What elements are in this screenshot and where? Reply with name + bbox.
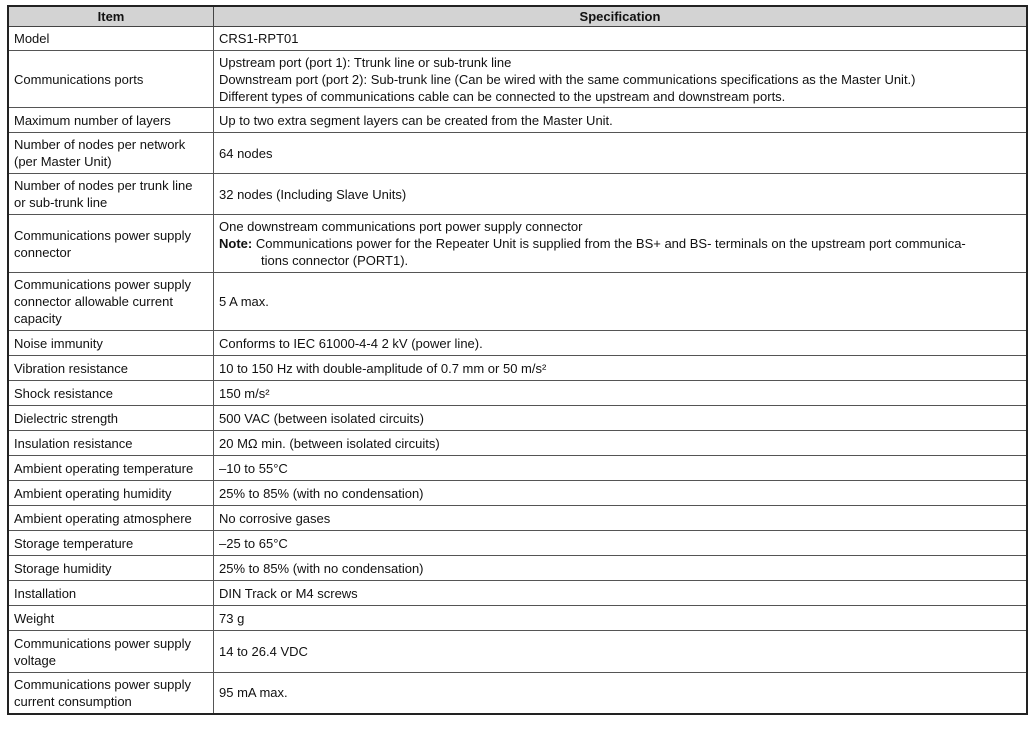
spec-cell [214,174,1028,215]
spec-cell [214,581,1028,606]
item-cell [8,356,214,381]
specification-column-header: Specification [214,6,1028,27]
item-label: Ambient operating humidity [14,485,172,501]
spec-cell [214,381,1028,406]
table-row [8,27,1027,51]
item-cell [8,215,214,273]
specification-table [7,5,1028,715]
spec-text: One downstream communications port power supply connector [219,219,583,234]
spec-text: 150 m/s² [219,385,270,401]
item-label: Storage temperature [14,535,134,551]
item-cell [8,174,214,215]
spec-text: 10 to 150 Hz with double-amplitude of 0.7 mm or 50 m/s² [219,360,547,376]
item-cell [8,27,214,51]
spec-text: 95 mA max. [219,685,288,701]
item-label: Number of nodes per trunk line [14,178,193,193]
spec-text: 25% to 85% (with no condensation) [219,560,424,576]
item-cell [8,506,214,531]
spec-cell [214,108,1028,133]
spec-cell [214,51,1028,108]
item-cell [8,631,214,673]
spec-cell [214,506,1028,531]
item-cell [8,108,214,133]
spec-cell [214,273,1028,331]
item-cell [8,606,214,631]
spec-cell [214,606,1028,631]
item-label: Shock resistance [14,385,113,401]
spec-text: CRS1-RPT01 [219,31,299,46]
table-row [8,431,1027,456]
item-label: or sub-trunk line [14,195,108,210]
item-label: Number of nodes per network [14,137,186,152]
spec-cell [214,215,1028,273]
item-cell [8,673,214,714]
item-label: Dielectric strength [14,410,119,426]
spec-text: 14 to 26.4 VDC [219,644,308,659]
item-label: Communications power supply [14,227,192,243]
item-cell [8,556,214,581]
item-label: Storage humidity [14,560,112,576]
item-label: voltage [14,652,56,668]
spec-cell [214,673,1028,714]
item-cell [8,431,214,456]
spec-cell [214,531,1028,556]
spec-text: Downstream port (port 2): Sub-trunk line (Can be wired with the same communications specifications as the Master Unit.) [219,71,916,87]
spec-text: 64 nodes [219,145,273,161]
table-row [8,481,1027,506]
item-cell [8,581,214,606]
table-row [8,581,1027,606]
spec-text: DIN Track or M4 screws [219,585,358,601]
spec-text: –25 to 65°C [219,535,288,551]
spec-text: 32 nodes (Including Slave Units) [219,186,407,202]
item-label: connector allowable current [14,294,173,309]
item-label: Maximum number of layers [14,112,171,128]
spec-cell [214,356,1028,381]
item-label: Ambient operating temperature [14,460,194,476]
spec-cell [214,481,1028,506]
table-row [8,215,1027,273]
item-label: Installation [14,585,77,601]
table-row [8,133,1027,174]
item-label: Communications power supply [14,676,192,692]
table-row [8,381,1027,406]
table-row [8,406,1027,431]
spec-cell [214,431,1028,456]
table-row [8,108,1027,133]
spec-cell [214,406,1028,431]
spec-text: Different types of communications cable can be connected to the upstream and downstream ports. [219,88,786,104]
note-text-continued: tions connector (PORT1). [261,253,409,268]
spec-text: 25% to 85% (with no condensation) [219,485,424,501]
table-row [8,273,1027,331]
item-column-header: Item [8,6,214,27]
spec-cell [214,556,1028,581]
spec-table-container [7,5,1028,715]
item-cell [8,381,214,406]
item-label: Communications power supply [14,635,192,651]
table-row [8,506,1027,531]
spec-cell [214,133,1028,174]
spec-text: Up to two extra segment layers can be created from the Master Unit. [219,112,613,128]
spec-text: 5 A max. [219,294,269,309]
table-row [8,51,1027,108]
spec-cell [214,27,1028,51]
table-row [8,673,1027,714]
spec-cell [214,331,1028,356]
table-header-row [8,6,1027,27]
spec-cell [214,631,1028,673]
table-row [8,556,1027,581]
item-label: connector [14,244,72,260]
item-label: Communications power supply [14,277,192,292]
item-cell [8,51,214,108]
table-row [8,531,1027,556]
spec-text: 73 g [219,610,245,626]
table-row [8,356,1027,381]
item-label: Insulation resistance [14,435,133,451]
item-label: Noise immunity [14,335,103,351]
item-cell [8,331,214,356]
spec-text: Conforms to IEC 61000-4-4 2 kV (power line). [219,335,483,351]
item-cell [8,456,214,481]
item-cell [8,133,214,174]
table-row [8,606,1027,631]
spec-cell [214,456,1028,481]
table-row [8,456,1027,481]
item-label: (per Master Unit) [14,154,112,169]
item-cell [8,531,214,556]
item-label: current consumption [14,693,132,709]
spec-text: No corrosive gases [219,510,331,526]
item-cell [8,406,214,431]
table-row [8,174,1027,215]
item-label: Weight [14,610,55,626]
spec-text: Upstream port (port 1): Ttrunk line or sub-trunk line [219,54,512,70]
item-label: Model [14,31,50,46]
spec-text: 500 VAC (between isolated circuits) [219,410,424,426]
spec-text: –10 to 55°C [219,460,288,476]
note-text: Communications power for the Repeater Unit is supplied from the BS+ and BS- terminals on the upstream port communica- [255,236,966,251]
item-cell [8,273,214,331]
item-label: Ambient operating atmosphere [14,510,192,526]
spec-text: 20 MΩ min. (between isolated circuits) [219,435,440,451]
item-label: Vibration resistance [14,360,128,376]
item-cell [8,481,214,506]
item-label: Communications ports [14,71,144,87]
item-label: capacity [14,311,62,326]
table-row [8,331,1027,356]
table-row [8,631,1027,673]
note-label: Note: [219,236,253,251]
